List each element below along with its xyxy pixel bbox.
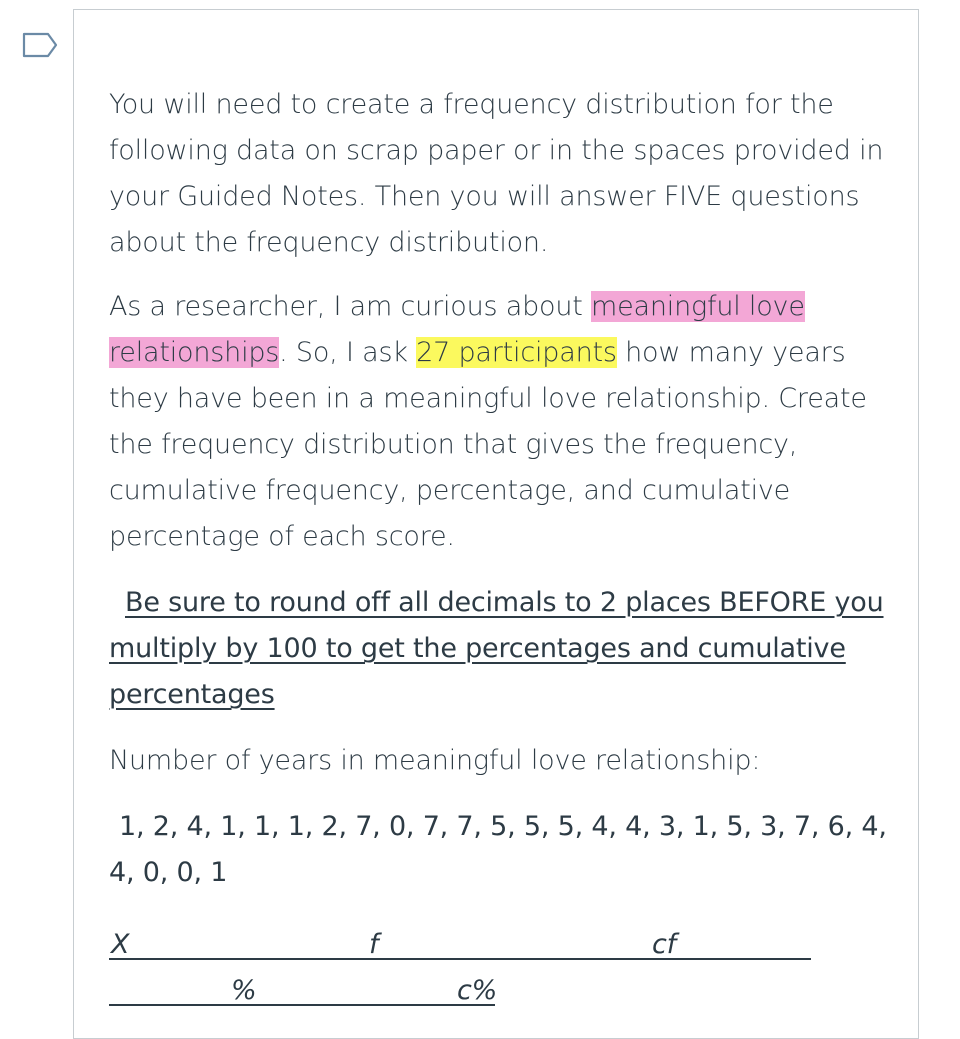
flag-question-icon[interactable] [22,32,58,58]
header-rule-1 [109,958,811,960]
table-header-row-1 [109,920,889,966]
table-header-row-2 [109,966,889,1012]
data-label: Number of years in meaningful love relationship: [109,745,761,776]
scenario-part3: how many years they have been in a meaningful love relationship. Create the frequency distribution that gives the frequency, cumulative frequency, percentage, and cumulative percentage of each score. [109,337,867,552]
rounding-instruction-text: Be sure to round off all decimals to 2 places BEFORE you multiply by 100 to get the percentages and cumulative percentages [109,587,884,710]
header-x: X [111,929,130,960]
question-card [73,9,919,1039]
header-cumulative-percent: c% [457,975,498,1006]
data-values-text: 1, 2, 4, 1, 1, 1, 2, 7, 0, 7, 7, 5, 5, 5, 4, 4, 3, 1, 5, 3, 7, 6, 4, 4, 0, 0, 1 [109,811,887,888]
header-percent: % [231,975,257,1006]
scenario-part2: . So, I ask [279,337,417,368]
rounding-instruction [109,580,889,718]
highlight-yellow: 27 participants [416,337,617,368]
data-values [109,804,889,896]
header-cf: cf [652,929,676,960]
header-rule-2 [109,1004,495,1006]
highlight-pink: meaningful love relationships [109,291,805,368]
scenario-part1: As a researcher, I am curious about [109,291,592,322]
question-text [109,82,889,1012]
scenario-paragraph [109,284,889,560]
header-f: f [369,929,379,960]
intro-paragraph: You will need to create a frequency distribution for the following data on scrap paper or in the spaces provided in your Guided Notes. Then you will answer FIVE questions about the frequency distribution. [109,89,884,258]
